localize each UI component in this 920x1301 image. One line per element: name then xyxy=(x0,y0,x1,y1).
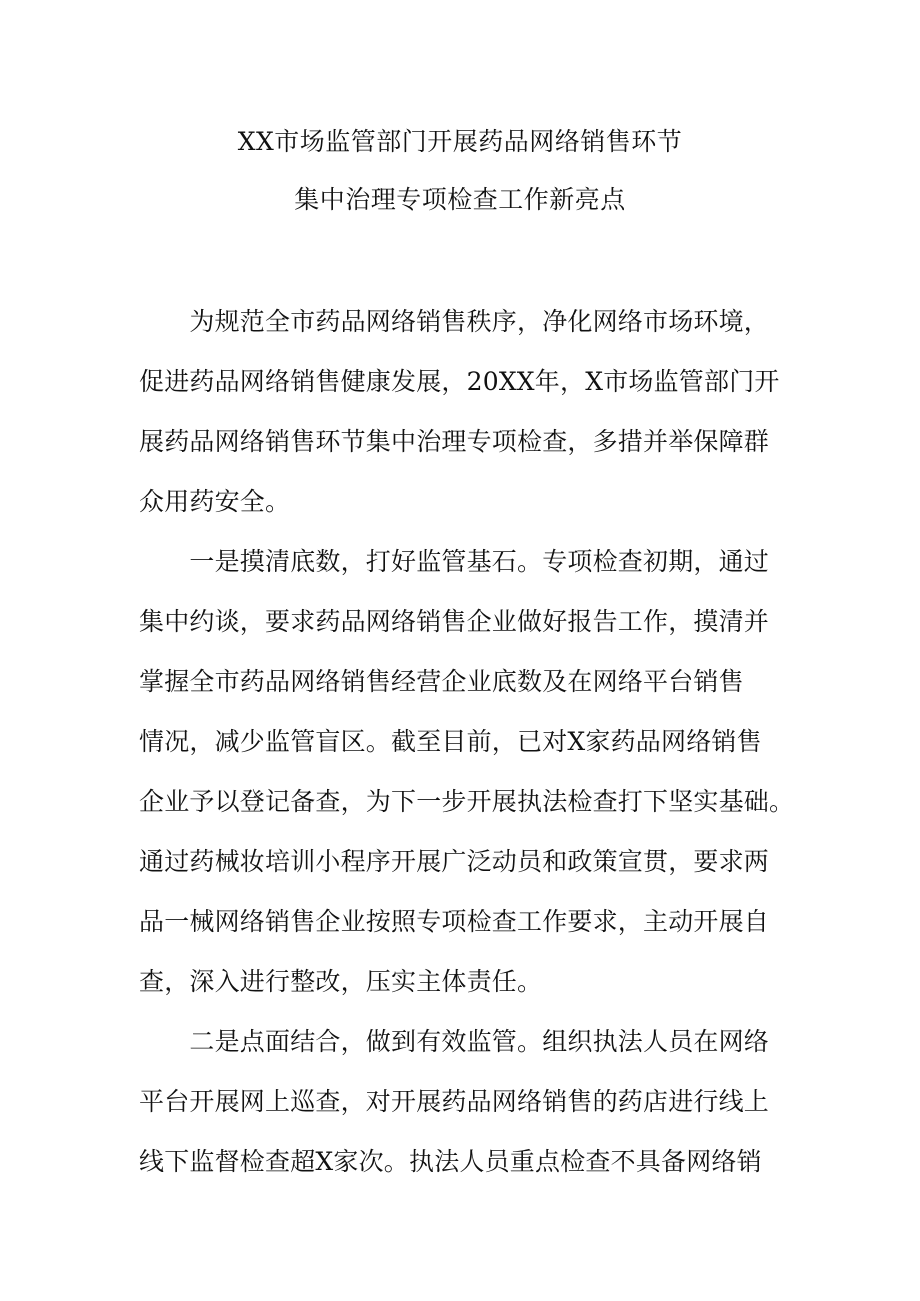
body-line-5: 一是摸清底数，打好监管基石。专项检查初期，通过 xyxy=(139,547,770,576)
body-line-13: 二是点面结合，做到有效监管。组织执法人员在网络 xyxy=(139,1027,770,1056)
document-title-line-1: XX市场监管部门开展药品网络销售环节 xyxy=(237,127,683,156)
body-line-15: 线下监督检查超X家次。执法人员重点检查不具备网络销 xyxy=(139,1147,762,1176)
body-line-7: 掌握全市药品网络销售经营企业底数及在网络平台销售 xyxy=(139,667,744,696)
body-line-4: 众用药安全。 xyxy=(139,487,291,516)
body-line-1: 为规范全市药品网络销售秩序，净化网络市场环境， xyxy=(139,307,770,336)
document-title-line-2: 集中治理专项检查工作新亮点 xyxy=(294,185,626,214)
body-line-14: 平台开展网上巡查，对开展药品网络销售的药店进行线上 xyxy=(139,1087,770,1116)
body-line-8: 情况，减少监管盲区。截至目前，已对X家药品网络销售 xyxy=(139,727,762,756)
body-line-2: 促进药品网络销售健康发展，20XX年，X市场监管部门开 xyxy=(139,367,780,396)
body-line-6: 集中约谈，要求药品网络销售企业做好报告工作，摸清并 xyxy=(139,607,770,636)
body-line-9: 企业予以登记备查，为下一步开展执法检查打下坚实基础。 xyxy=(139,787,795,816)
body-line-11: 品一械网络销售企业按照专项检查工作要求，主动开展自 xyxy=(139,907,770,936)
body-line-10: 通过药械妆培训小程序开展广泛动员和政策宣贯，要求两 xyxy=(139,847,770,876)
body-line-3: 展药品网络销售环节集中治理专项检查，多措并举保障群 xyxy=(139,427,770,456)
body-line-12: 查，深入进行整改，压实主体责任。 xyxy=(139,967,543,996)
